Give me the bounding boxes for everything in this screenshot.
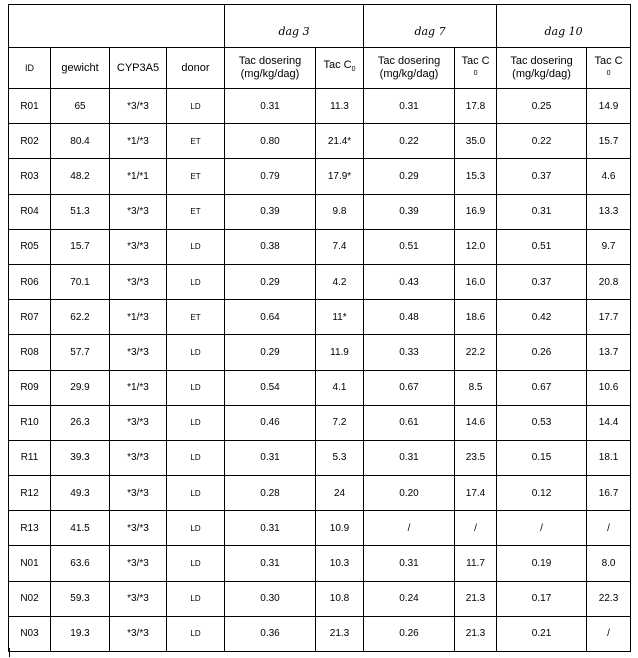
cell-d10-dose: 0.51 xyxy=(497,229,587,264)
cell-cyp3a5: *3/*3 xyxy=(110,581,167,616)
cell-cyp3a5: *3/*3 xyxy=(110,546,167,581)
cell-d10-dose: 0.37 xyxy=(497,264,587,299)
cell-d10-c0: 14.9 xyxy=(587,89,631,124)
cell-d7-dose: 0.39 xyxy=(364,194,455,229)
cell-weight: 19.3 xyxy=(51,616,110,651)
col-header-d3-dose xyxy=(225,48,316,89)
cell-d3-dose: 0.30 xyxy=(225,581,316,616)
cell-d3-c0: 17.9* xyxy=(316,159,364,194)
cell-d10-dose: 0.26 xyxy=(497,335,587,370)
table-row xyxy=(9,124,631,159)
cell-d10-dose: 0.22 xyxy=(497,124,587,159)
col-header-donor: donor xyxy=(167,48,225,89)
cell-d10-c0: / xyxy=(587,511,631,546)
cell-cyp3a5: *1/*3 xyxy=(110,124,167,159)
cell-d7-c0: 12.0 xyxy=(455,229,497,264)
cell-d3-c0: 7.4 xyxy=(316,229,364,264)
cell-d3-c0: 11.3 xyxy=(316,89,364,124)
cell-cyp3a5: *3/*3 xyxy=(110,335,167,370)
cell-weight: 59.3 xyxy=(51,581,110,616)
cell-d3-dose: 0.31 xyxy=(225,440,316,475)
dose-label-line1: Tac dosering xyxy=(510,55,573,67)
cell-d3-c0: 21.3 xyxy=(316,616,364,651)
cell-d10-dose: 0.42 xyxy=(497,300,587,335)
cell-donor: LD xyxy=(167,440,225,475)
cell-d3-dose: 0.64 xyxy=(225,300,316,335)
cell-weight: 26.3 xyxy=(51,405,110,440)
cell-donor: ET xyxy=(167,124,225,159)
tacrolimus-data-table xyxy=(8,4,631,652)
cell-d7-dose: 0.24 xyxy=(364,581,455,616)
cell-weight: 63.6 xyxy=(51,546,110,581)
cell-d7-dose: 0.48 xyxy=(364,300,455,335)
cell-d7-c0: 17.4 xyxy=(455,476,497,511)
cell-id: N01 xyxy=(9,546,51,581)
cell-weight: 39.3 xyxy=(51,440,110,475)
cell-d7-dose: 0.33 xyxy=(364,335,455,370)
cell-d3-c0: 10.3 xyxy=(316,546,364,581)
cell-d10-dose: 0.17 xyxy=(497,581,587,616)
cell-d7-dose: 0.61 xyxy=(364,405,455,440)
cell-id: R09 xyxy=(9,370,51,405)
cell-weight: 70.1 xyxy=(51,264,110,299)
table-row xyxy=(9,440,631,475)
col-header-id: ID xyxy=(9,48,51,89)
col-header-cyp3a5: CYP3A5 xyxy=(110,48,167,89)
cell-weight: 48.2 xyxy=(51,159,110,194)
cell-d10-dose: 0.67 xyxy=(497,370,587,405)
cell-d10-c0: 13.3 xyxy=(587,194,631,229)
day-10-header xyxy=(497,5,631,48)
cell-d10-dose: 0.19 xyxy=(497,546,587,581)
cell-weight: 80.4 xyxy=(51,124,110,159)
cell-d3-c0: 24 xyxy=(316,476,364,511)
table-row xyxy=(9,264,631,299)
cell-d7-c0: 15.3 xyxy=(455,159,497,194)
cell-d3-dose: 0.79 xyxy=(225,159,316,194)
day-7-header xyxy=(364,5,497,48)
cell-weight: 15.7 xyxy=(51,229,110,264)
cell-d3-dose: 0.31 xyxy=(225,89,316,124)
cell-donor: ET xyxy=(167,159,225,194)
cell-cyp3a5: *3/*3 xyxy=(110,616,167,651)
cell-d3-dose: 0.29 xyxy=(225,335,316,370)
cell-d7-dose: 0.22 xyxy=(364,124,455,159)
cell-d10-dose: 0.21 xyxy=(497,616,587,651)
empty-header-cell xyxy=(9,5,225,48)
cell-d7-dose: 0.51 xyxy=(364,229,455,264)
c0-subscript: 0 xyxy=(351,66,356,74)
cell-id: R13 xyxy=(9,511,51,546)
dose-label-line2: (mg/kg/dag) xyxy=(379,68,439,80)
cell-id: R10 xyxy=(9,405,51,440)
cell-d10-dose: 0.12 xyxy=(497,476,587,511)
cell-d7-c0: 35.0 xyxy=(455,124,497,159)
cell-donor: LD xyxy=(167,370,225,405)
cell-d10-c0: 4.6 xyxy=(587,159,631,194)
cell-d7-dose: 0.67 xyxy=(364,370,455,405)
cell-d3-c0: 4.2 xyxy=(316,264,364,299)
cell-d7-dose: / xyxy=(364,511,455,546)
table-row xyxy=(9,300,631,335)
col-header-d10-dose xyxy=(497,48,587,89)
day-3-label: dag 3 xyxy=(278,24,310,38)
cell-d3-dose: 0.31 xyxy=(225,511,316,546)
cell-donor: LD xyxy=(167,229,225,264)
cell-id: R12 xyxy=(9,476,51,511)
dose-label-line1: Tac dosering xyxy=(377,55,441,67)
cell-donor: LD xyxy=(167,264,225,299)
cell-d3-dose: 0.38 xyxy=(225,229,316,264)
cell-cyp3a5: *1/*3 xyxy=(110,300,167,335)
cell-d3-dose: 0.29 xyxy=(225,264,316,299)
col-header-d7-dose xyxy=(364,48,455,89)
dose-label-line2: (mg/kg/dag) xyxy=(512,68,571,80)
c0-label: Tac C xyxy=(594,54,623,67)
table-row xyxy=(9,476,631,511)
cell-d3-dose: 0.28 xyxy=(225,476,316,511)
cell-d7-dose: 0.29 xyxy=(364,159,455,194)
cell-id: R05 xyxy=(9,229,51,264)
cell-d3-dose: 0.54 xyxy=(225,370,316,405)
cell-id: N02 xyxy=(9,581,51,616)
cell-id: R08 xyxy=(9,335,51,370)
cell-id: R03 xyxy=(9,159,51,194)
table-row xyxy=(9,511,631,546)
cell-d7-dose: 0.31 xyxy=(364,89,455,124)
cell-donor: LD xyxy=(167,616,225,651)
table-row xyxy=(9,229,631,264)
cell-weight: 41.5 xyxy=(51,511,110,546)
cell-d10-dose: 0.15 xyxy=(497,440,587,475)
cell-d7-c0: 16.9 xyxy=(455,194,497,229)
cell-cyp3a5: *3/*3 xyxy=(110,229,167,264)
day-header-row xyxy=(9,5,631,48)
cell-d10-c0: 22.3 xyxy=(587,581,631,616)
col-header-d7-c0 xyxy=(455,48,497,89)
cell-d10-c0: 9.7 xyxy=(587,229,631,264)
cell-d7-c0: 21.3 xyxy=(455,616,497,651)
dose-label-line1: Tac dosering xyxy=(238,55,302,67)
table-row xyxy=(9,581,631,616)
cell-d10-dose: / xyxy=(497,511,587,546)
cell-id: N03 xyxy=(9,616,51,651)
day-10-label: dag 10 xyxy=(544,24,583,38)
cell-id: R11 xyxy=(9,440,51,475)
cell-d7-c0: 18.6 xyxy=(455,300,497,335)
cell-donor: LD xyxy=(167,476,225,511)
cell-d10-c0: 20.8 xyxy=(587,264,631,299)
c0-subscript: 0 xyxy=(473,69,478,77)
cell-d7-c0: 17.8 xyxy=(455,89,497,124)
cell-d7-dose: 0.20 xyxy=(364,476,455,511)
table-row xyxy=(9,405,631,440)
table-body xyxy=(9,89,631,652)
cell-weight: 62.2 xyxy=(51,300,110,335)
cell-d3-c0: 5.3 xyxy=(316,440,364,475)
cell-d10-c0: 17.7 xyxy=(587,300,631,335)
c0-label: Tac C xyxy=(461,54,490,67)
cell-weight: 29.9 xyxy=(51,370,110,405)
cell-d3-dose: 0.39 xyxy=(225,194,316,229)
cell-d3-c0: 4.1 xyxy=(316,370,364,405)
cell-cyp3a5: *3/*3 xyxy=(110,405,167,440)
table-row xyxy=(9,194,631,229)
cell-d10-c0: 10.6 xyxy=(587,370,631,405)
cell-weight: 51.3 xyxy=(51,194,110,229)
cell-d7-c0: 8.5 xyxy=(455,370,497,405)
day-7-label: dag 7 xyxy=(414,24,446,38)
col-header-d10-c0 xyxy=(587,48,631,89)
cell-d7-c0: 11.7 xyxy=(455,546,497,581)
day-3-header xyxy=(225,5,364,48)
cell-cyp3a5: *1/*1 xyxy=(110,159,167,194)
col-header-d3-c0 xyxy=(316,48,364,89)
col-header-weight: gewicht xyxy=(51,48,110,89)
cell-d3-dose: 0.80 xyxy=(225,124,316,159)
cell-d10-dose: 0.53 xyxy=(497,405,587,440)
cell-donor: ET xyxy=(167,194,225,229)
cell-donor: LD xyxy=(167,405,225,440)
table-row xyxy=(9,89,631,124)
cell-d7-dose: 0.26 xyxy=(364,616,455,651)
cell-d3-c0: 9.8 xyxy=(316,194,364,229)
cell-d10-c0: 18.1 xyxy=(587,440,631,475)
cell-d3-c0: 10.9 xyxy=(316,511,364,546)
cell-d10-c0: 15.7 xyxy=(587,124,631,159)
c0-label: Tac C xyxy=(323,59,352,72)
cell-cyp3a5: *3/*3 xyxy=(110,194,167,229)
cell-id: R01 xyxy=(9,89,51,124)
cell-d7-dose: 0.43 xyxy=(364,264,455,299)
cell-d3-dose: 0.31 xyxy=(225,546,316,581)
dose-label-line2: (mg/kg/dag) xyxy=(240,68,300,80)
cell-d10-c0: 16.7 xyxy=(587,476,631,511)
cell-id: R02 xyxy=(9,124,51,159)
table-row xyxy=(9,335,631,370)
cell-weight: 57.7 xyxy=(51,335,110,370)
cell-id: R07 xyxy=(9,300,51,335)
cell-d10-c0: 14.4 xyxy=(587,405,631,440)
cell-donor: ET xyxy=(167,300,225,335)
cell-d10-c0: / xyxy=(587,616,631,651)
cell-donor: LD xyxy=(167,89,225,124)
cell-d7-dose: 0.31 xyxy=(364,440,455,475)
cell-id: R04 xyxy=(9,194,51,229)
cell-donor: LD xyxy=(167,335,225,370)
cell-cyp3a5: *3/*3 xyxy=(110,476,167,511)
cell-d3-c0: 10.8 xyxy=(316,581,364,616)
cell-weight: 49.3 xyxy=(51,476,110,511)
table-row xyxy=(9,159,631,194)
cell-cyp3a5: *1/*3 xyxy=(110,370,167,405)
cell-d3-c0: 11.9 xyxy=(316,335,364,370)
column-header-row xyxy=(9,48,631,89)
cell-donor: LD xyxy=(167,581,225,616)
cell-d10-dose: 0.31 xyxy=(497,194,587,229)
cell-d7-c0: 23.5 xyxy=(455,440,497,475)
cell-d7-c0: 14.6 xyxy=(455,405,497,440)
cell-d7-dose: 0.31 xyxy=(364,546,455,581)
cell-d3-dose: 0.36 xyxy=(225,616,316,651)
cell-cyp3a5: *3/*3 xyxy=(110,440,167,475)
cell-d3-c0: 21.4* xyxy=(316,124,364,159)
cell-d10-dose: 0.25 xyxy=(497,89,587,124)
c0-subscript: 0 xyxy=(606,69,611,77)
cell-d3-c0: 11* xyxy=(316,300,364,335)
cell-d7-c0: 16.0 xyxy=(455,264,497,299)
cell-d3-c0: 7.2 xyxy=(316,405,364,440)
cell-d10-dose: 0.37 xyxy=(497,159,587,194)
cell-d10-c0: 13.7 xyxy=(587,335,631,370)
text-cursor-mark xyxy=(9,648,10,657)
cell-cyp3a5: *3/*3 xyxy=(110,264,167,299)
cell-d3-dose: 0.46 xyxy=(225,405,316,440)
cell-d7-c0: 21.3 xyxy=(455,581,497,616)
cell-cyp3a5: *3/*3 xyxy=(110,511,167,546)
cell-donor: LD xyxy=(167,511,225,546)
table-row xyxy=(9,616,631,651)
table-row xyxy=(9,370,631,405)
cell-d7-c0: / xyxy=(455,511,497,546)
cell-cyp3a5: *3/*3 xyxy=(110,89,167,124)
cell-d10-c0: 8.0 xyxy=(587,546,631,581)
table-row xyxy=(9,546,631,581)
cell-d7-c0: 22.2 xyxy=(455,335,497,370)
cell-weight: 65 xyxy=(51,89,110,124)
cell-id: R06 xyxy=(9,264,51,299)
cell-donor: LD xyxy=(167,546,225,581)
